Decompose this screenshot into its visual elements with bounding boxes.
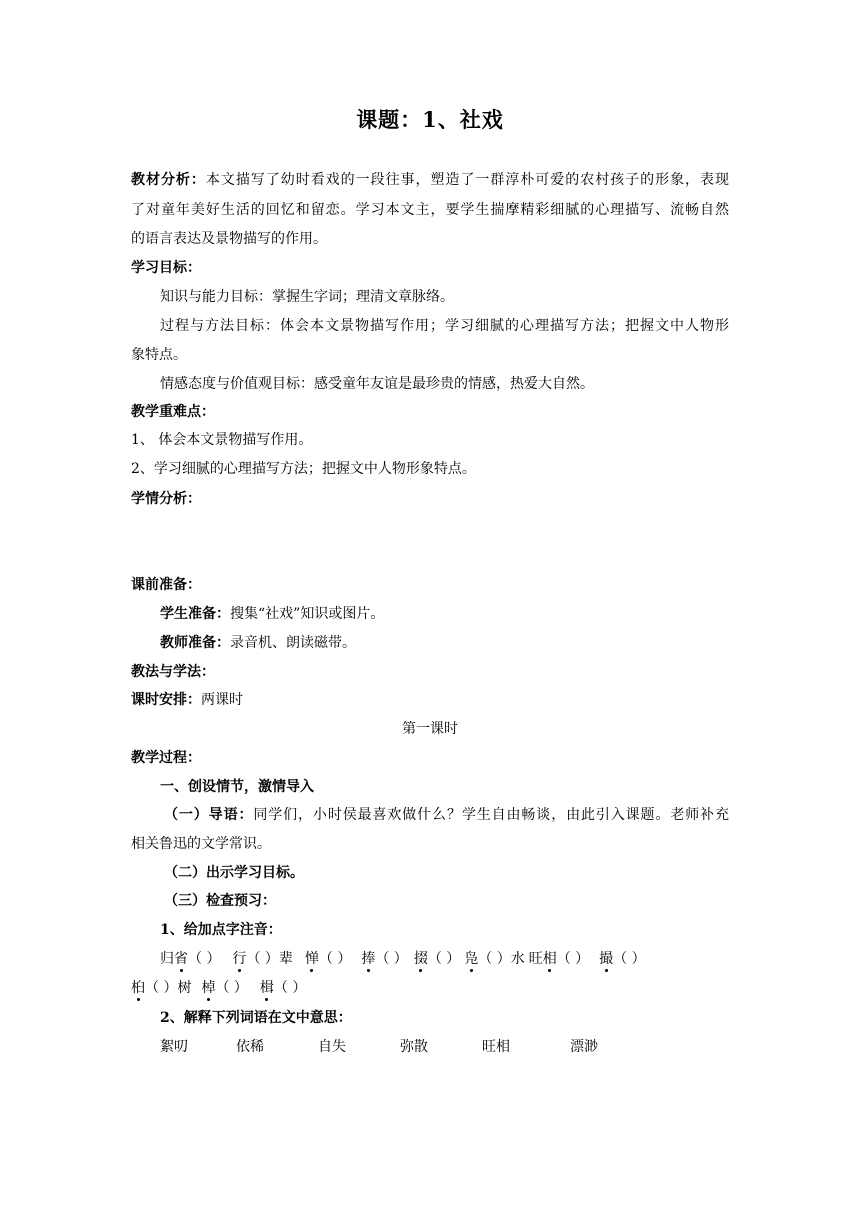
phonetic-item xyxy=(201,979,247,997)
phonetic-item xyxy=(305,950,351,968)
key-point-1: 1、 体会本文景物描写作用。 xyxy=(131,432,313,448)
phonetic-item-post: （ ） xyxy=(188,951,221,967)
phonetic-item xyxy=(260,979,306,997)
schedule-line xyxy=(131,691,243,709)
goal-process-line-2: 象特点。 xyxy=(131,347,187,363)
phonetic-dotted-char: 撮 xyxy=(599,951,614,967)
key-point-2: 2、学习细腻的心理描写方法；把握文中人物形象特点。 xyxy=(131,461,476,477)
analysis-label: 教材分析： xyxy=(131,172,206,188)
word-item: 依稀 xyxy=(236,1039,264,1055)
phonetic-item-post: （ ） xyxy=(556,951,590,967)
prep-teacher-label: 教师准备： xyxy=(160,635,230,651)
phonetic-item xyxy=(529,950,589,968)
phonetic-item xyxy=(599,950,645,968)
phonetic-item xyxy=(232,950,292,968)
phonetic-dotted-char: 桕 xyxy=(131,980,145,996)
word-item: 弥散 xyxy=(400,1039,428,1055)
word-item: 旺相 xyxy=(482,1039,510,1055)
intro-label: （一）导语： xyxy=(164,807,254,823)
phonetic-item-pre: 归 xyxy=(160,951,174,967)
phonetic-dotted-char: 棹 xyxy=(201,980,216,996)
intro-text-1: 同学们，小时侯最喜欢做什么？学生自由畅谈，由此引入课题。老师补充 xyxy=(253,807,730,823)
goal-emotion: 情感态度与价值观目标：感受童年友谊是最珍贵的情感，热爱大自然。 xyxy=(160,376,594,392)
prep-teacher-text: 录音机、朗读磁带。 xyxy=(230,635,356,651)
phonetic-item-post: （ ） xyxy=(375,951,408,967)
methods-label: 教法与学法： xyxy=(131,664,215,680)
key-points-label: 教学重难点： xyxy=(131,404,215,420)
word-item: 絮叨 xyxy=(160,1039,188,1055)
phonetic-dotted-char: 掇 xyxy=(413,951,428,967)
check-preview: （三）检查预习： xyxy=(164,893,276,909)
page-title: 课题：1、社戏 xyxy=(356,107,504,132)
situation-label: 学情分析： xyxy=(131,491,201,507)
word-item: 自失 xyxy=(318,1039,346,1055)
phonetic-item-post: （ ） xyxy=(215,980,248,996)
prep-student-text: 搜集“社戏”知识或图片。 xyxy=(230,606,385,622)
phonetic-item-post: （ ）辈 xyxy=(246,951,293,967)
intro-line-2: 相关鲁迅的文学常识。 xyxy=(131,836,271,852)
phonetic-dotted-char: 楫 xyxy=(259,980,274,996)
explain-label: 2、解释下列词语在文中意思： xyxy=(160,1010,352,1026)
phonetic-dotted-char: 凫 xyxy=(464,951,479,967)
show-goals: （二）出示学习目标。 xyxy=(164,865,304,881)
intro-line-1 xyxy=(164,806,729,824)
phonetic-item-post: （ ） xyxy=(427,951,461,967)
prep-student xyxy=(160,605,384,623)
process-label: 教学过程： xyxy=(131,750,201,766)
phonetic-item xyxy=(414,950,460,968)
phonetic-item xyxy=(160,950,220,968)
phonetic-item-post: （ ） xyxy=(318,951,352,967)
phonetic-item xyxy=(131,979,191,997)
phonetic-item-post: （ ） xyxy=(273,980,307,996)
goal-process-line-1: 过程与方法目标：体会本文景物描写作用；学习细腻的心理描写方法；把握文中人物形 xyxy=(160,318,729,334)
analysis-line-3: 的语言表达及景物描写的作用。 xyxy=(131,231,327,247)
analysis-line-2: 了对童年美好生活的回忆和留恋。学习本文主，要学生揣摩精彩细腻的心理描写、流畅自然 xyxy=(131,202,729,218)
phonetic-item xyxy=(464,950,524,968)
phonetic-dotted-char: 惮 xyxy=(304,951,319,967)
phonetic-row-2 xyxy=(131,979,306,997)
period-heading: 第一课时 xyxy=(402,721,458,737)
analysis-text-1: 本文描写了幼时看戏的一段往事，塑造了一群淳朴可爱的农村孩子的形象，表现 xyxy=(205,172,730,188)
goals-label: 学习目标： xyxy=(131,260,201,276)
phonetic-dotted-char: 省 xyxy=(174,951,188,967)
phonetic-dotted-char: 行 xyxy=(232,951,247,967)
phonetic-item-pre: 旺 xyxy=(528,951,543,967)
analysis-line-1 xyxy=(131,171,729,189)
phonetic-dotted-char: 相 xyxy=(542,951,557,967)
phonetic-item-post: （ ） xyxy=(613,951,646,967)
phonetic-dotted-char: 捧 xyxy=(361,951,376,967)
phonetic-row-1 xyxy=(160,950,646,968)
phonetic-item-post: （ ）树 xyxy=(145,980,192,996)
word-item: 漂渺 xyxy=(570,1039,598,1055)
phonetic-label: 1、给加点字注音： xyxy=(160,922,282,938)
phonetic-item xyxy=(361,950,407,968)
schedule-value: 两课时 xyxy=(201,692,243,708)
prep-teacher xyxy=(160,634,356,652)
prep-label: 课前准备： xyxy=(131,577,201,593)
word-list xyxy=(160,1038,598,1056)
schedule-label: 课时安排： xyxy=(131,692,201,708)
phonetic-item-post: （ ）水 xyxy=(478,951,525,967)
prep-student-label: 学生准备： xyxy=(160,606,230,622)
process-step-1: 一、创设情节，激情导入 xyxy=(160,779,314,795)
goal-knowledge: 知识与能力目标：掌握生字词；理清文章脉络。 xyxy=(160,289,454,305)
